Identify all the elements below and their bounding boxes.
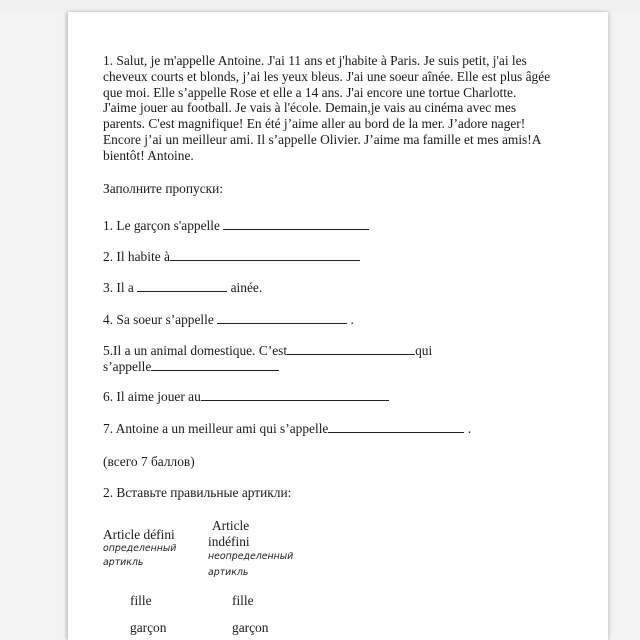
question-text: 7. Antoine a un meilleur ami qui s’appelle [103,421,329,436]
answer-blank[interactable] [201,388,389,401]
score-note: (всего 7 баллов) [103,454,195,469]
top-strip [0,0,640,12]
word-cell: fille [130,593,152,608]
question-text-mid: qui [415,343,433,358]
column-indefinite-title: Article [212,518,250,533]
text-line: 1. Salut, je m'appelle Antoine. J'ai 11 ans et j'habite à Paris. Je suis petit, j'ai les [103,53,527,68]
answer-blank[interactable] [170,248,360,261]
question-7 [103,420,471,437]
text-line: Encore j’ai un meilleur ami. Il s’appelle Olivier. J’aime ma famille et mes amis!A [103,131,542,147]
answer-blank[interactable] [287,342,415,355]
question-5-cont [103,358,279,375]
question-text: 2. Il habite à [103,249,170,264]
question-text-end: ainée. [230,280,263,295]
answer-blank[interactable] [217,311,347,324]
text-line: que moi. Elle s’appelle Rose et elle a 14 ans. J'ai encore une tortue Charlotte. [103,84,517,100]
question-6 [103,388,389,405]
word-cell: garçon [232,620,269,635]
answer-blank[interactable] [151,358,279,371]
question-text: 4. Sa soeur s’appelle [103,312,214,327]
question-text: 5.Il a un animal domestique. C’est [103,343,288,358]
reading-text [103,53,573,164]
question-text-end: . [350,312,354,327]
question-text: 3. Il a [103,280,134,295]
exercise1-instruction: Заполните пропуски: [103,181,224,196]
column-indefinite-subtitle: артикль [208,567,249,578]
question-2 [103,248,360,265]
answer-blank[interactable] [223,217,369,230]
question-text: 1. Le garçon s'appelle [103,218,220,233]
text-line: parents. C'est magnifique! En été j’aime aller au bord de la mer. J’adore nager! [103,116,526,132]
question-3 [103,279,262,296]
column-indefinite-title: indéfini [208,534,250,549]
answer-blank[interactable] [328,420,464,433]
word-cell: garçon [130,620,167,635]
exercise2-instruction: 2. Вставьте правильные артикли: [103,485,292,500]
question-5 [103,342,432,359]
question-text-end: . [467,421,472,436]
column-indefinite-subtitle: неопределенный [208,551,294,562]
column-definite-title: Article défini [103,527,175,542]
question-text: s’appelle [103,359,152,374]
column-definite-subtitle: артикль [103,557,144,568]
column-definite-subtitle: определенный [103,543,177,554]
question-4 [103,311,354,328]
question-text: 6. Il aime jouer au [103,389,201,404]
answer-blank[interactable] [137,279,227,292]
question-1 [103,217,369,234]
text-line: cheveux courts et blonds, j’ai les yeux bleus. J'ai une soeur aînée. Elle est plus âgée [103,68,551,84]
word-cell: fille [232,593,254,608]
text-line: J'aime jouer au football. Je vais à l'école. Demain,je vais au cinéma avec mes [103,100,517,116]
text-line: bientôt! Antoine. [103,147,194,163]
